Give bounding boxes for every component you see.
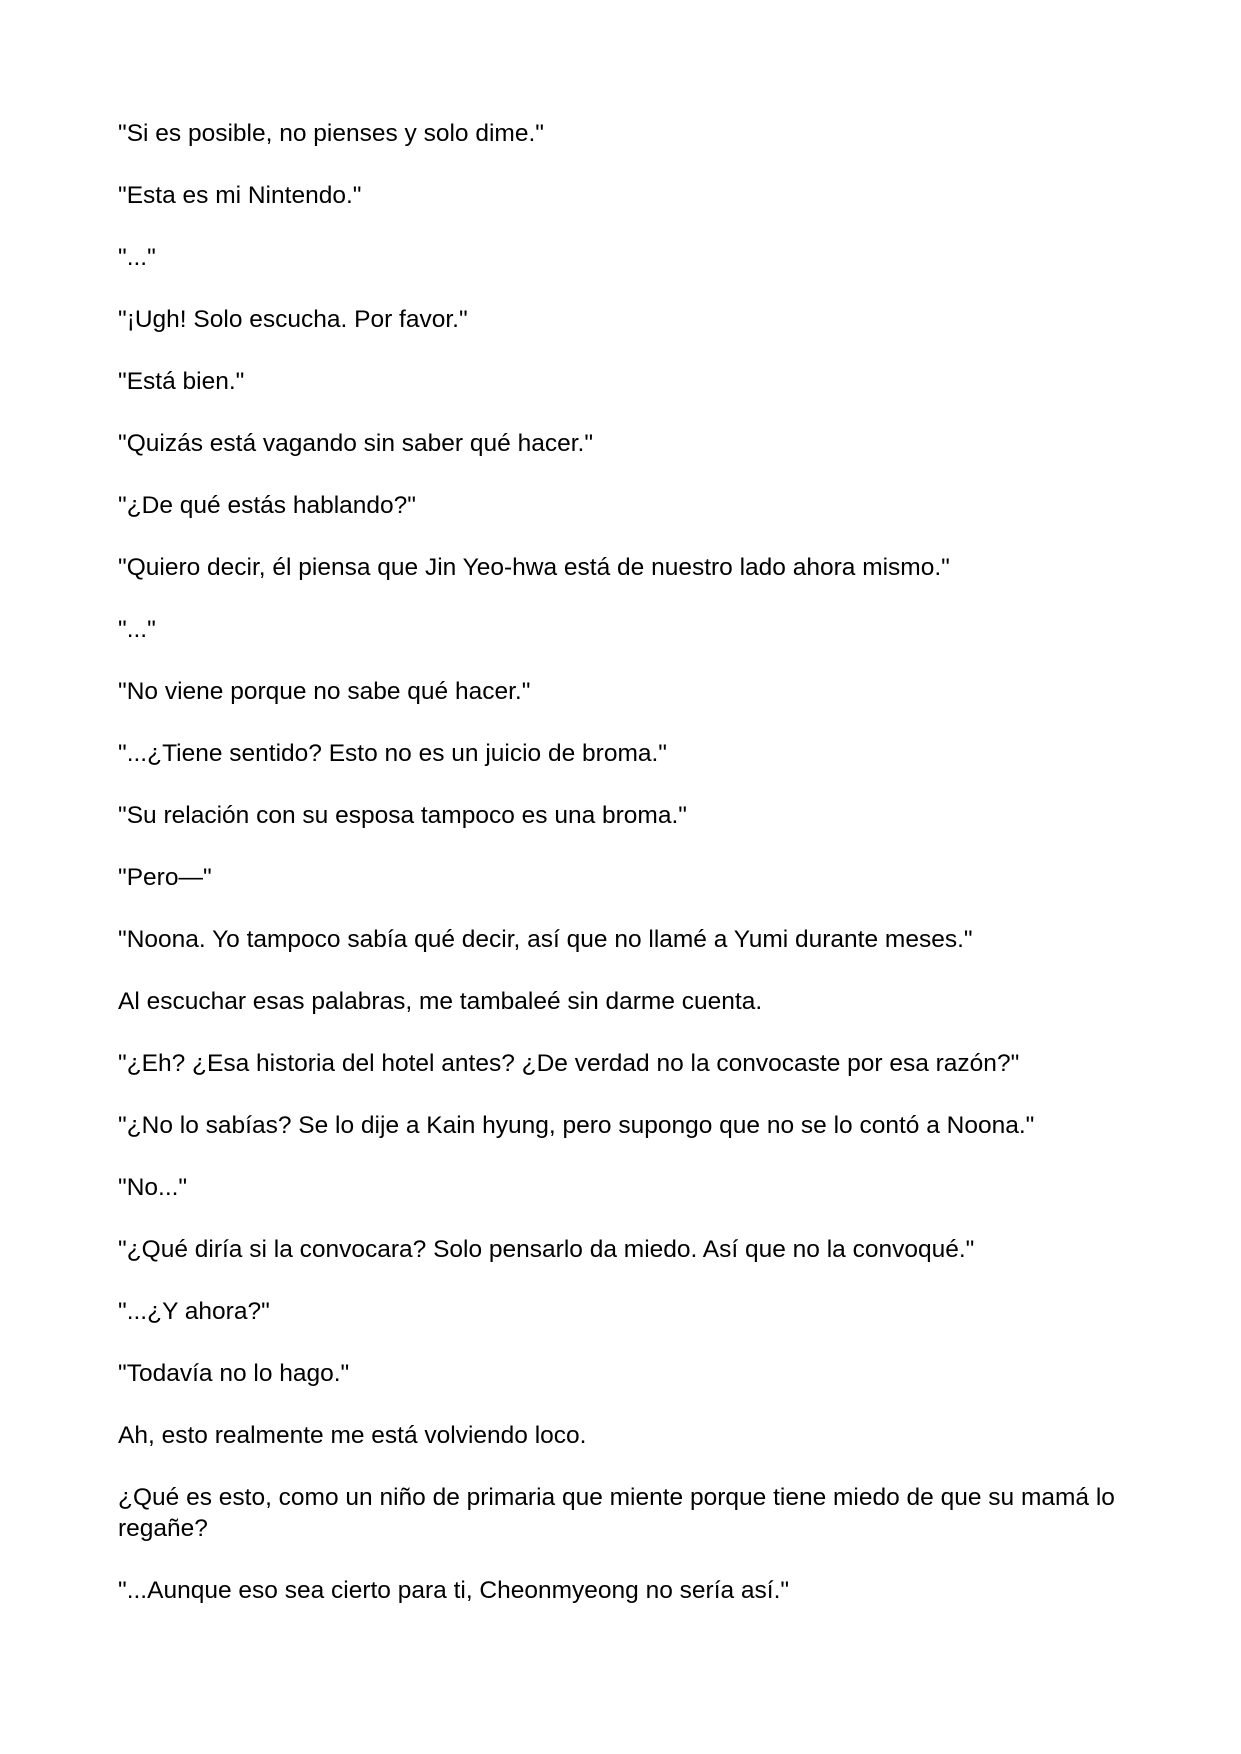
paragraph: "..." <box>118 616 156 643</box>
paragraph: "No viene porque no sabe qué hacer." <box>118 678 531 705</box>
paragraph: "No..." <box>118 1174 188 1201</box>
paragraph: "Si es posible, no pienses y solo dime." <box>118 120 544 147</box>
paragraph: "Todavía no lo hago." <box>118 1360 350 1387</box>
paragraph: "Quiero decir, él piensa que Jin Yeo-hwa está de nuestro lado ahora mismo." <box>118 554 950 581</box>
page-body-text <box>118 118 1128 1637</box>
paragraph: "¿Qué diría si la convocara? Solo pensarlo da miedo. Así que no la convoqué." <box>118 1236 975 1263</box>
paragraph: "Quizás está vagando sin saber qué hacer." <box>118 430 594 457</box>
paragraph: "¿No lo sabías? Se lo dije a Kain hyung, pero supongo que no se lo contó a Noona." <box>118 1112 1035 1139</box>
paragraph: "¿De qué estás hablando?" <box>118 492 416 519</box>
paragraph: "Está bien." <box>118 368 245 395</box>
paragraph: "Noona. Yo tampoco sabía qué decir, así que no llamé a Yumi durante meses." <box>118 926 973 953</box>
paragraph: "Su relación con su esposa tampoco es una broma." <box>118 802 687 829</box>
paragraph: "...Aunque eso sea cierto para ti, Cheonmyeong no sería así." <box>118 1577 790 1604</box>
paragraph: "..." <box>118 244 156 271</box>
paragraph: Ah, esto realmente me está volviendo loco. <box>118 1422 587 1449</box>
paragraph: "...¿Y ahora?" <box>118 1298 270 1325</box>
paragraph: "Pero—" <box>118 864 212 891</box>
paragraph: "...¿Tiene sentido? Esto no es un juicio de broma." <box>118 740 667 767</box>
paragraph: "¿Eh? ¿Esa historia del hotel antes? ¿De verdad no la convocaste por esa razón?" <box>118 1050 1020 1077</box>
paragraph: ¿Qué es esto, como un niño de primaria que miente porque tiene miedo de que su mamá lo regañe? <box>118 1484 1115 1542</box>
paragraph: "Esta es mi Nintendo." <box>118 182 362 209</box>
paragraph: "¡Ugh! Solo escucha. Por favor." <box>118 306 468 333</box>
paragraph: Al escuchar esas palabras, me tambaleé sin darme cuenta. <box>118 988 763 1015</box>
